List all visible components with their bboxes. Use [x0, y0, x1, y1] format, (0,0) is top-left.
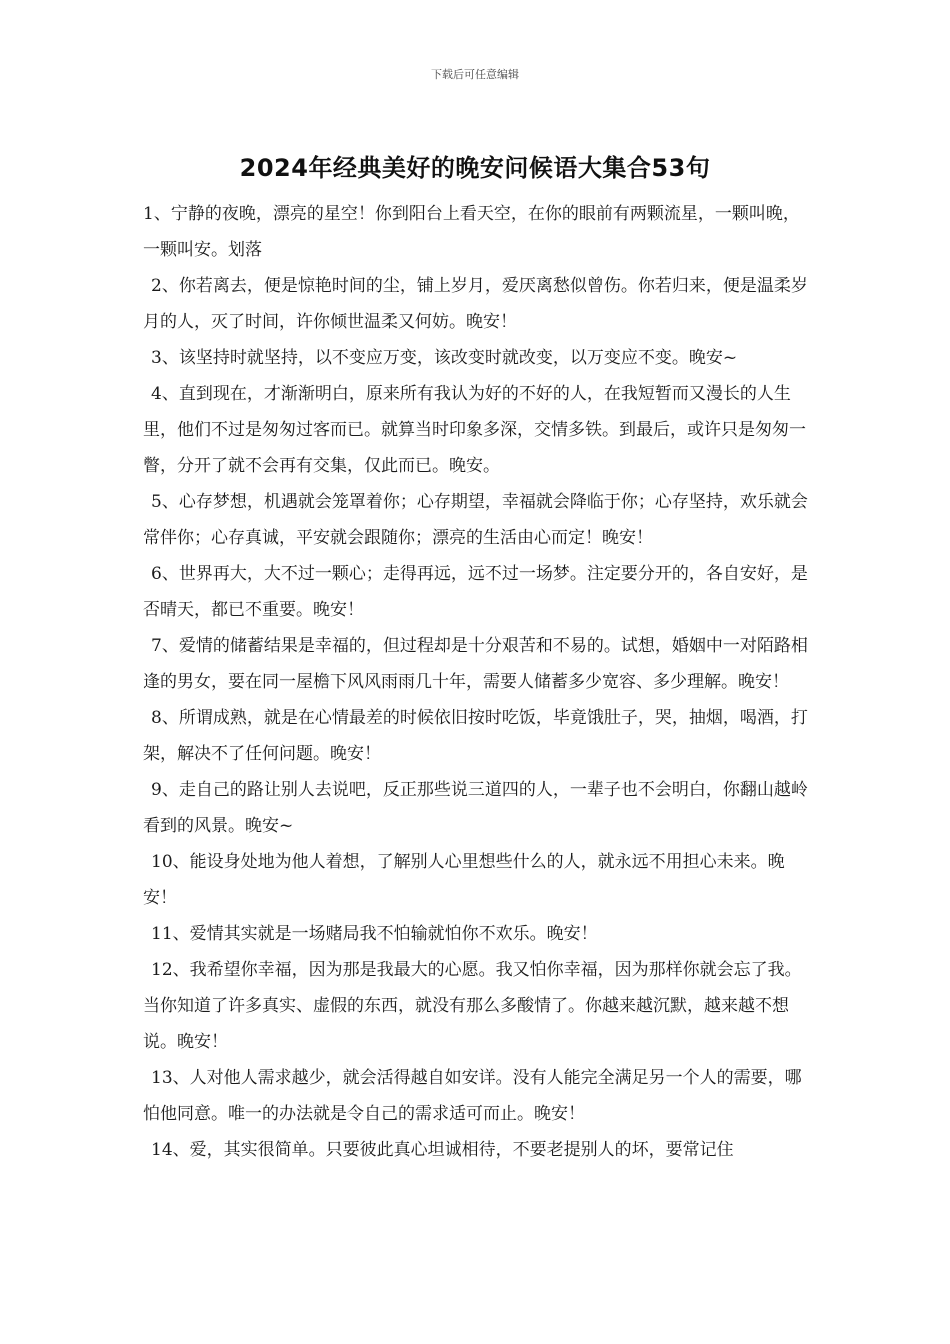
- page-title: 2024年经典美好的晚安问候语大集合53句: [239, 154, 711, 182]
- list-item: 10、能设身处地为他人着想，了解别人心里想些什么的人，就永远不用担心未来。晚安！: [143, 852, 785, 908]
- list-item: 3、该坚持时就坚持，以不变应万变，该改变时就改变，以万变应不变。晚安~: [151, 348, 738, 368]
- list-item: 2、你若离去，便是惊艳时间的尘，铺上岁月，爱厌离愁似曾伤。你若归来，便是温柔岁月的人，灭了时间，许你倾世温柔又何妨。晚安！: [143, 276, 808, 332]
- list-item: 4、直到现在，才渐渐明白，原来所有我认为好的不好的人，在我短暂而又漫长的人生里，他们不过是匆匆过客而已。就算当时印象多深，交情多铁。到最后，或许只是匆匆一瞥，分开了就不会再有交集，仅此而已。晚安。: [143, 384, 806, 476]
- list-item: 6、世界再大，大不过一颗心；走得再远，远不过一场梦。注定要分开的，各自安好，是否晴天，都已不重要。晚安！: [143, 564, 808, 620]
- list-item: 7、爱情的储蓄结果是幸福的，但过程却是十分艰苦和不易的。试想，婚姻中一对陌路相逢的男女，要在同一屋檐下风风雨雨几十年，需要人储蓄多少宽容、多少理解。晚安！: [143, 636, 808, 692]
- list-item: 13、人对他人需求越少，就会活得越自如安详。没有人能完全满足另一个人的需要，哪怕他同意。唯一的办法就是令自己的需求适可而止。晚安！: [143, 1068, 802, 1124]
- list-item: 1、宁静的夜晚，漂亮的星空！你到阳台上看天空，在你的眼前有两颗流星，一颗叫晚，一颗叫安。划落: [143, 204, 800, 260]
- body-text: [143, 196, 808, 1168]
- list-item: 8、所谓成熟，就是在心情最差的时候依旧按时吃饭，毕竟饿肚子，哭，抽烟，喝酒，打架，解决不了任何问题。晚安！: [143, 708, 808, 764]
- list-item: 12、我希望你幸福，因为那是我最大的心愿。我又怕你幸福，因为那样你就会忘了我。当你知道了许多真实、虚假的东西，就没有那么多酸情了。你越来越沉默，越来越不想说。晚安！: [143, 960, 802, 1052]
- list-item: 14、爱，其实很简单。只要彼此真心坦诚相待，不要老提别人的坏，要常记住: [151, 1140, 734, 1160]
- list-item: 9、走自己的路让别人去说吧，反正那些说三道四的人，一辈子也不会明白，你翻山越岭看到的风景。晚安~: [143, 780, 808, 836]
- list-item: 5、心存梦想，机遇就会笼罩着你；心存期望，幸福就会降临于你；心存坚持，欢乐就会常伴你；心存真诚，平安就会跟随你；漂亮的生活由心而定！晚安！: [143, 492, 808, 548]
- list-item: 11、爱情其实就是一场赌局我不怕输就怕你不欢乐。晚安！: [151, 924, 598, 944]
- header-note: 下载后可任意编辑: [431, 68, 519, 81]
